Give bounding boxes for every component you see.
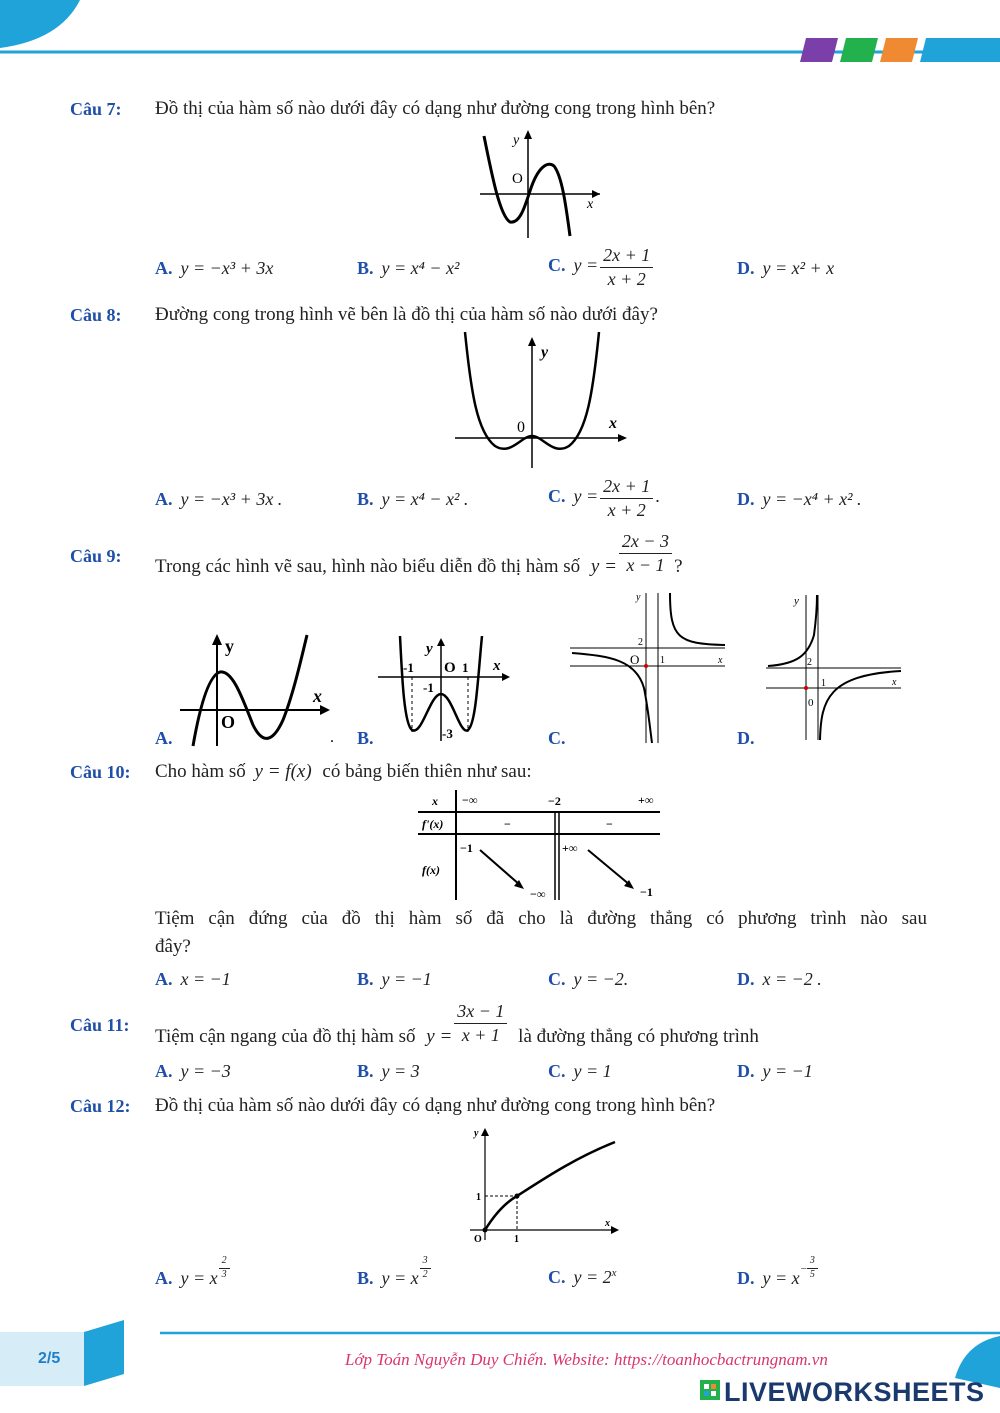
q12-text: Đồ thị của hàm số nào dưới đây có dạng như đường cong trong hình bên? — [155, 1095, 716, 1116]
q12-graph — [465, 1122, 625, 1247]
q9b-x: x — [493, 658, 501, 674]
q8-graph-o: 0 — [517, 419, 525, 436]
q9d-one: 1 — [821, 678, 826, 689]
q10t-fp: f'(x) — [422, 817, 444, 831]
q7-option-d[interactable]: D. y = x² + x — [737, 258, 835, 278]
q8-graph-x: x — [609, 415, 617, 432]
q9-graph-b — [378, 636, 513, 746]
q11-option-b[interactable]: B. y = 3 — [357, 1061, 420, 1081]
q11-text: Tiệm cận ngang của đồ thị hàm số y = $\frac{3x - 1}{x + 1}$ là đường thẳng có phương trình — [155, 1001, 759, 1048]
q10-variation-table — [418, 790, 663, 902]
q10t-frbot: −1 — [640, 885, 653, 899]
q8-option-d[interactable]: D. y = −x⁴ + x² . — [737, 489, 862, 509]
q9b-p1: 1 — [462, 660, 469, 675]
q9-graph-a — [175, 630, 340, 748]
q10-text: Cho hàm số y = f(x) có bảng biến thiên như sau: — [155, 761, 532, 782]
q7-graph-o: O — [512, 171, 523, 187]
q9-option-a[interactable]: A. — [155, 728, 173, 748]
q10-label: Câu 10: — [70, 762, 131, 782]
q7-option-c[interactable]: C. y = $\frac{2x + 1}{x + 2}$ — [548, 244, 655, 290]
q12g-x: x — [605, 1218, 610, 1229]
q10t-xmid: −2 — [548, 794, 561, 808]
q11-option-d[interactable]: D. y = −1 — [737, 1061, 813, 1081]
q9-graph-c — [570, 588, 732, 746]
q10t-xpinf: +∞ — [638, 793, 654, 807]
q7-graph-x: x — [587, 197, 594, 212]
q8-option-b[interactable]: B. y = x⁴ − x² . — [357, 489, 469, 509]
q9-graph-d — [766, 590, 906, 745]
q10t-fpr: − — [606, 817, 613, 831]
q10-option-a[interactable]: A. x = −1 — [155, 969, 231, 989]
header-decoration — [0, 0, 1000, 70]
q10-option-d[interactable]: D. x = −2 . — [737, 969, 822, 989]
q9c-y: y — [636, 592, 641, 603]
q12-option-c[interactable]: C. $y = 2^x$ — [548, 1267, 617, 1287]
q12g-y: y — [474, 1128, 479, 1139]
liveworksheets-brand: LIVEWORKSHEETS — [724, 1377, 985, 1407]
q12-option-b[interactable]: B. y = x $\frac{3}{2}$ — [357, 1267, 431, 1293]
q9c-x: x — [718, 655, 723, 666]
q12-option-d[interactable]: D. y = x− $\frac{3}{5}$ — [737, 1267, 818, 1293]
q12g-one-x: 1 — [514, 1234, 519, 1245]
q7-option-a[interactable]: A. y = −x³ + 3x — [155, 258, 274, 278]
q8-graph — [455, 332, 635, 472]
footer-credit: Lớp Toán Nguyễn Duy Chiến. Website: https://toanhocbactrungnam.vn — [345, 1350, 828, 1369]
q9a-y: y — [225, 636, 234, 656]
q9a-dot: . — [330, 729, 334, 746]
q9-option-d[interactable]: D. — [737, 728, 755, 748]
q9b-y: y — [426, 641, 433, 657]
q12g-one-y: 1 — [476, 1192, 481, 1203]
q10t-xminf: −∞ — [462, 793, 478, 807]
q10-option-c[interactable]: C. y = −2. — [548, 969, 629, 989]
q9c-o: O — [630, 652, 640, 667]
q10t-x: x — [432, 794, 438, 808]
q7-text: Đồ thị của hàm số nào dưới đây có dạng như đường cong trong hình bên? — [155, 98, 716, 119]
q9b-low: -3 — [442, 726, 453, 741]
q8-option-c[interactable]: C. y = $\frac{2x + 1}{x + 2}$ . — [548, 476, 660, 520]
q9d-y: y — [794, 595, 799, 607]
q9-label: Câu 9: — [70, 546, 122, 566]
q10t-fpl: − — [504, 817, 511, 831]
q12-option-a[interactable]: A. y = x $\frac{2}{3}$ — [155, 1267, 230, 1293]
q7-graph — [470, 126, 610, 241]
q9-option-b[interactable]: B. — [357, 728, 374, 748]
q9a-x: x — [313, 686, 322, 706]
q9b-mid: -1 — [423, 680, 434, 695]
q10-followup-2: đây? — [155, 936, 191, 957]
q8-option-a[interactable]: A. y = −x³ + 3x . — [155, 489, 283, 509]
q8-label: Câu 8: — [70, 305, 122, 325]
q11-label: Câu 11: — [70, 1015, 130, 1035]
q10t-f: f(x) — [422, 863, 440, 877]
q12-label: Câu 12: — [70, 1096, 131, 1116]
q11-option-c[interactable]: C. y = 1 — [548, 1061, 612, 1081]
q12g-o: O — [474, 1234, 482, 1245]
q9d-two: 2 — [807, 657, 812, 668]
q7-label: Câu 7: — [70, 99, 122, 119]
q9c-one: 1 — [660, 655, 665, 666]
q9c-two: 2 — [638, 637, 643, 648]
q9b-m1: -1 — [403, 660, 414, 675]
q11-option-a[interactable]: A. y = −3 — [155, 1061, 231, 1081]
q7-option-b[interactable]: B. y = x⁴ − x² — [357, 258, 460, 278]
q9a-o: O — [221, 712, 236, 732]
q7-graph-y: y — [513, 133, 520, 148]
q9-option-c[interactable]: C. — [548, 728, 566, 748]
q10t-frtop: +∞ — [562, 841, 578, 855]
q10t-flbot: −∞ — [530, 887, 546, 901]
q8-graph-y: y — [541, 344, 549, 361]
q10-option-b[interactable]: B. y = −1 — [357, 969, 432, 989]
q9b-o: O — [444, 660, 456, 676]
q9-text-line: Trong các hình vẽ sau, hình nào biểu diễn đồ thị hàm số y = $\frac{2x - 3}{x - 1}$ ? — [155, 531, 683, 578]
q10-followup-1: Tiệm cận đứng của đồ thị hàm số đã cho là đường thẳng có phương trình nào sau — [155, 908, 927, 929]
q8-text: Đường cong trong hình vẽ bên là đồ thị của hàm số nào dưới đây? — [155, 304, 658, 325]
q10t-fltop: −1 — [460, 841, 473, 855]
q9d-x: x — [892, 677, 897, 688]
q9d-o: 0 — [808, 697, 814, 709]
page-number: 2/5 — [38, 1350, 61, 1367]
